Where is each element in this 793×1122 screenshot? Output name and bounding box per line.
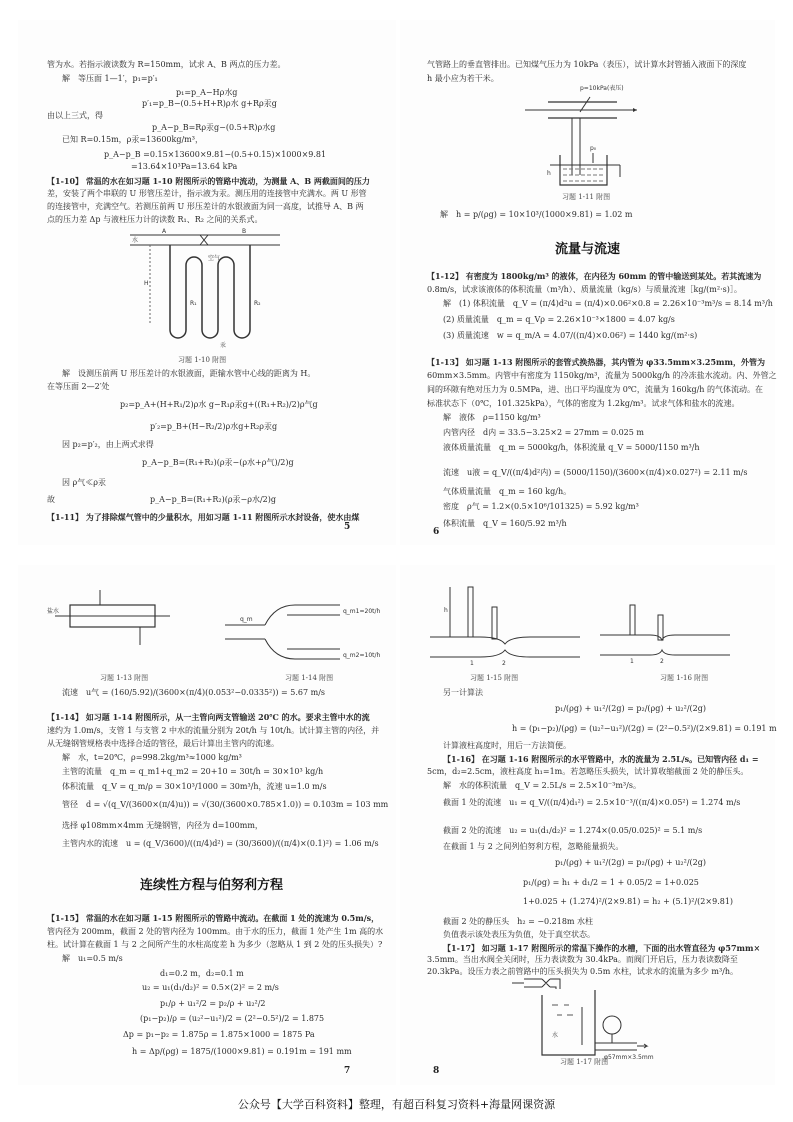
text-line: 解 等压面 1—1′，p₁=p′₁: [62, 74, 158, 83]
equation: 流速 u液 = q_V/((π/4)d²内) = (5000/1150)/(3600×(π/4)×0.027²) = 2.11 m/s: [443, 468, 748, 477]
text-line: 标准状态下（0℃，101.325kPa），气体的密度为 1.2kg/m³。试求气体和盐水的流速。: [427, 399, 740, 408]
footer-watermark: 公众号【大学百科资料】整理，有超百科复习资料+海量网课资源: [237, 1098, 556, 1111]
equation: p_A−p_B=(R₁+R₂)(ρ汞−ρ水/2)g: [150, 495, 276, 504]
svg-text:h: h: [547, 170, 551, 177]
text-line: 解 液体 ρ=1150 kg/m³: [443, 413, 541, 422]
svg-text:H: H: [144, 280, 149, 287]
figure-caption: 习题 1-17 附图: [560, 1058, 609, 1066]
svg-text:1: 1: [470, 660, 474, 667]
equation: =13.64×10³Pa=13.64 kPa: [131, 162, 238, 171]
equation: p₁/(ρg) + u₁²/(2g) = p₂/(ρg) + u₂²/(2g): [555, 704, 706, 713]
figure-caption: 习题 1-15 附图: [470, 674, 519, 682]
equation: h = (p₁−p₂)/(ρg) = (u₂²−u₁²)/(2g) = (2²−0.5²)/(2×9.81) = 0.191 m: [512, 724, 777, 733]
text-line: 60mm×3.5mm。内管中有密度为 1150kg/m³，流量为 5000kg/h 的冷冻盐水流动。内、外管之: [427, 371, 777, 380]
svg-text:φ57mm×3.5mm: φ57mm×3.5mm: [604, 1054, 654, 1061]
text-line: 内管内径 d内 = 33.5−3.25×2 = 27mm = 0.025 m: [443, 428, 644, 437]
svg-text:q_m1=20t/h: q_m1=20t/h: [343, 608, 381, 615]
equation: 截面 2 处的流速 u₂ = u₁(d₁/d₂)² = 1.274×(0.05/0.025)² = 5.1 m/s: [443, 826, 703, 835]
text-line: 因 ρ气≪ρ汞: [62, 478, 106, 487]
equation: p₁/ρ + u₁²/2 = p₂/ρ + u₂²/2: [160, 999, 266, 1008]
section-heading: 流量与流速: [555, 242, 621, 257]
section-heading: 连续性方程与伯努利方程: [140, 878, 284, 893]
text-line: 在等压面 2—2′处: [47, 382, 110, 391]
problem-1-15: 【1-15】 常温的水在如习题 1-15 附图所示的管路中流动。在截面 1 处的流速为 0.5m/s，: [47, 913, 380, 923]
equation: p_A−p_B=(R₁+R₂)(ρ汞−(ρ水+ρ气)/2)g: [142, 458, 294, 467]
svg-text:2: 2: [660, 658, 664, 665]
text-line: 柱。试计算在截面 1 与 2 之间所产生的水柱高度差 h 为多少（忽略从 1 到 2 处的压头损失）?: [47, 940, 383, 949]
text-line: 选择 φ108mm×4mm 无缝钢管，内径为 d=100mm，: [62, 821, 263, 830]
equation: 管径 d = √(q_V/(3600×(π/4)u)) = √(30/(3600×0.785×1.0)) = 0.103m = 103 mm: [62, 800, 389, 809]
svg-text:R₂: R₂: [254, 300, 261, 307]
equation: h = Δp/(ρg) = 1875/(1000×9.81) = 0.191m = 191 mm: [132, 1047, 352, 1056]
text-line: 5cm，d₂=2.5cm，液柱高度 h₁=1m。若忽略压头损失，试计算收缩截面 2 处的静压头。: [427, 767, 749, 776]
figure-caption: 习题 1-13 附图: [100, 674, 149, 682]
text-line: 从无缝钢管规格表中选择合适的管径，最后计算出主管内的流速。: [47, 739, 279, 748]
text-line: 3.5mm。当出水阀全关闭时，压力表读数为 30.4kPa。而阀门开启后，压力表读数降至: [427, 955, 738, 964]
equation: 解 h = p/(ρg) = 10×10³/(1000×9.81) = 1.02 m: [440, 210, 633, 219]
text-line: 在截面 1 与 2 之间列伯努利方程，忽略能量损失。: [443, 842, 624, 851]
problem-1-10: 【1-10】 常温的水在如习题 1-10 附图所示的管路中流动，为测量 A、B 两截面间的压力: [47, 176, 370, 186]
text-line: 间的环隙有绝对压力为 0.5MPa，进、出口平均温度为 0℃，流量为 160kg/h 的气体流动。在: [427, 385, 764, 394]
equation: 主管内水的流速 u = (q_V/3600)/((π/4)d²) = (30/3600)/((π/4)×(0.1)²) = 1.06 m/s: [62, 839, 379, 848]
figure-caption: 习题 1-10 附图: [178, 356, 227, 364]
problem-1-14: 【1-14】 如习题 1-14 附图所示，从一主管向两支管输送 20℃ 的水。要求主管中水的流: [47, 712, 370, 722]
equation: p_A−p_B=Rρ汞g−(0.5+R)ρ水g: [152, 123, 276, 132]
svg-text:q_m2=10t/h: q_m2=10t/h: [343, 652, 381, 659]
text-line: 速约为 1.0m/s，支管 1 与支管 2 中水的流量分别为 20t/h 与 10t/h。试计算主管的内径，并: [47, 726, 380, 735]
text-line: 由以上三式，得: [47, 111, 103, 120]
figure-1-16: [600, 600, 740, 665]
equation: p₁=p_A−Hρ水g: [176, 88, 238, 97]
equation: 密度 ρ气 = 1.2×(0.5×10⁶/101325) = 5.92 kg/m³: [443, 502, 639, 511]
figure-1-13: [45, 585, 175, 665]
equation: p₂=p_A+(H+R₁/2)ρ水 g−R₁ρ汞g+((R₁+R₂)/2)ρ气g: [120, 400, 318, 409]
equation: p₁/(ρg) = h₁ + d₁/2 = 1 + 0.05/2 = 1+0.025: [523, 878, 699, 887]
equation: (2) 质量流量 q_m = q_Vρ = 2.26×10⁻³×1800 = 4.07 kg/s: [443, 315, 675, 324]
page-number: 7: [344, 1066, 351, 1076]
svg-text:2: 2: [502, 660, 506, 667]
equation: p′₁=p_B−(0.5+H+R)ρ水 g+Rρ汞g: [142, 99, 277, 108]
text-line: 气体质量流量 q_m = 160 kg/h。: [443, 487, 572, 496]
text-line: 解 u₁=0.5 m/s: [62, 954, 123, 963]
text-line: 另一计算法: [443, 688, 483, 697]
problem-1-16: 【1-16】 在习题 1-16 附图所示的水平管路中，水的流量为 2.5L/s。已知管内径 d₁ =: [443, 754, 759, 764]
equation: 截面 1 处的流速 u₁ = q_V/((π/4)d₁²) = 2.5×10⁻³/((π/4)×0.05²) = 1.274 m/s: [443, 798, 741, 807]
equation: 体积流量 q_V = 160/5.92 m³/h: [443, 519, 567, 528]
text-line: 管内径为 200mm，截面 2 处的管内径为 100mm。由于水的压力，截面 1 处产生 1m 高的水: [47, 927, 384, 936]
svg-text:R₁: R₁: [190, 300, 197, 307]
svg-text:p₀: p₀: [590, 145, 597, 152]
figure-1-15: [430, 582, 580, 667]
figure-caption: 习题 1-14 附图: [285, 674, 334, 682]
figure-caption: 习题 1-11 附图: [562, 193, 611, 201]
figure-caption: 习题 1-16 附图: [660, 674, 709, 682]
svg-text:h: h: [444, 607, 448, 614]
text-line: 点的压力差 Δp 与液柱压力计的读数 R₁、R₂ 之间的关系式。: [47, 215, 263, 224]
page-number: 8: [433, 1066, 440, 1076]
figure-1-14: [225, 595, 381, 665]
figure-1-10: [130, 225, 280, 350]
text-line: 故: [47, 495, 55, 504]
text-line: 管为水。若指示液读数为 R=150mm，试求 A、B 两点的压力差。: [47, 60, 286, 69]
equation: 1+0.025 + (1.274)²/(2×9.81) = h₂ + (5.1)²/(2×9.81): [523, 897, 734, 906]
text-line: 截面 2 处的静压头 h₂ = −0.218m 水柱: [443, 917, 594, 926]
svg-text:水: 水: [552, 1032, 559, 1039]
svg-text:汞: 汞: [220, 342, 227, 349]
page-number: 6: [433, 527, 440, 537]
svg-text:B: B: [242, 228, 247, 235]
text-line: 液体质量流量 q_m = 5000kg/h，体积流量 q_V = 5000/1150 m³/h: [443, 443, 700, 452]
equation: Δp = p₁−p₂ = 1.875ρ = 1.875×1000 = 1875 Pa: [123, 1030, 315, 1039]
svg-text:盐水: 盐水: [47, 608, 60, 615]
text-line: 解 设测压前两 U 形压差计的水银液面，距输水管中心线的距离为 H。: [62, 369, 316, 378]
text-line: 主管的流量 q_m = q_m1+q_m2 = 20+10 = 30t/h = 30×10³ kg/h: [62, 767, 324, 776]
text-line: 解 水，t=20℃，ρ=998.2kg/m³≈1000 kg/m³: [62, 753, 242, 762]
text-line: 计算液柱高度时，用后一方法简便。: [443, 741, 571, 750]
equation: 流速 u气 = (160/5.92)/(3600×(π/4)(0.053²−0.0335²)) = 5.67 m/s: [62, 688, 326, 697]
problem-1-12: 【1-12】 有密度为 1800kg/m³ 的液体，在内径为 60mm 的管中输送到某处。若其流速为: [427, 271, 762, 281]
text-line: 差，安装了两个串联的 U 形管压差计，指示液为汞。测压用的连接管中充满水。两 U 形管: [47, 189, 367, 198]
svg-text:p=10kPa(表压): p=10kPa(表压): [580, 85, 624, 92]
equation: 解 (1) 体积流量 q_V = (π/4)d²u = (π/4)×0.06²×0.8 = 2.26×10⁻³m³/s = 8.14 m³/h: [443, 299, 773, 308]
svg-text:q_m: q_m: [240, 616, 253, 623]
text-line: 已知 R=0.15m，ρ汞=13600kg/m³，: [62, 135, 203, 144]
text-line: h 最小应为若干米。: [427, 74, 499, 83]
equation: (3) 质量流速 w = q_m/A = 4.07/((π/4)×0.06²) = 1440 kg/(m²·s): [443, 331, 698, 340]
equation: d₁=0.2 m，d₂=0.1 m: [160, 969, 244, 978]
svg-text:A: A: [162, 228, 167, 235]
problem-1-11: 【1-11】 为了排除煤气管中的少量积水，用如习题 1-11 附图所示水封设备，使水由煤: [47, 512, 360, 522]
text-line: 的连接管中，充满空气。若测压前两 U 形压差计的水银液面为同一高度，试推导 A、B 两: [47, 202, 364, 211]
figure-1-11: [525, 85, 640, 190]
equation: (p₁−p₂)/ρ = (u₂²−u₁²)/2 = (2²−0.5²)/2 = 1.875: [140, 1014, 325, 1023]
svg-text:空气: 空气: [208, 255, 221, 262]
problem-1-17: 【1-17】 如习题 1-17 附图所示的常温下操作的水槽，下面的出水管直径为 φ57mm×: [443, 943, 761, 953]
page-number: 5: [344, 522, 351, 532]
text-line: 气管路上的垂直管排出。已知煤气压力为 10kPa（表压），试计算水封管插入液面下的深度: [427, 60, 747, 69]
figure-1-17: [512, 975, 654, 1061]
text-line: 负值表示该处表压为负值，处于真空状态。: [443, 930, 595, 939]
equation: p₁/(ρg) + u₁²/(2g) = p₂/(ρg) + u₂²/(2g): [555, 858, 706, 867]
equation: u₂ = u₁(d₁/d₂)² = 0.5×(2)² = 2 m/s: [142, 983, 279, 992]
text-line: 解 水的体积流量 q_V = 2.5L/s = 2.5×10⁻³m³/s。: [443, 781, 641, 790]
equation: p′₂=p_B+(H−R₂/2)ρ水g+R₂ρ汞g: [150, 422, 278, 431]
text-line: 20.3kPa。设压力表之前管路中的压头损失为 0.5m 水柱，试求水的流量为多少 m³/h。: [427, 967, 739, 976]
text-line: 0.8m/s，试求该液体的体积流量（m³/h）、质量流量（kg/s）与质量流速［kg/(m²·s)］。: [427, 285, 742, 294]
equation: p_A−p_B =0.15×13600×9.81−(0.5+0.15)×1000×9.81: [104, 150, 327, 159]
svg-text:水: 水: [132, 237, 139, 244]
text-line: 因 p₂=p′₂，由上两式求得: [62, 440, 154, 449]
equation: 体积流量 q_V = q_m/ρ = 30×10³/1000 = 30m³/h，流速 u=1.0 m/s: [62, 782, 327, 791]
problem-1-13: 【1-13】 如习题 1-13 附图所示的套管式换热器，其内管为 φ33.5mm×3.25mm，外管为: [427, 357, 765, 367]
svg-text:1: 1: [630, 658, 634, 665]
